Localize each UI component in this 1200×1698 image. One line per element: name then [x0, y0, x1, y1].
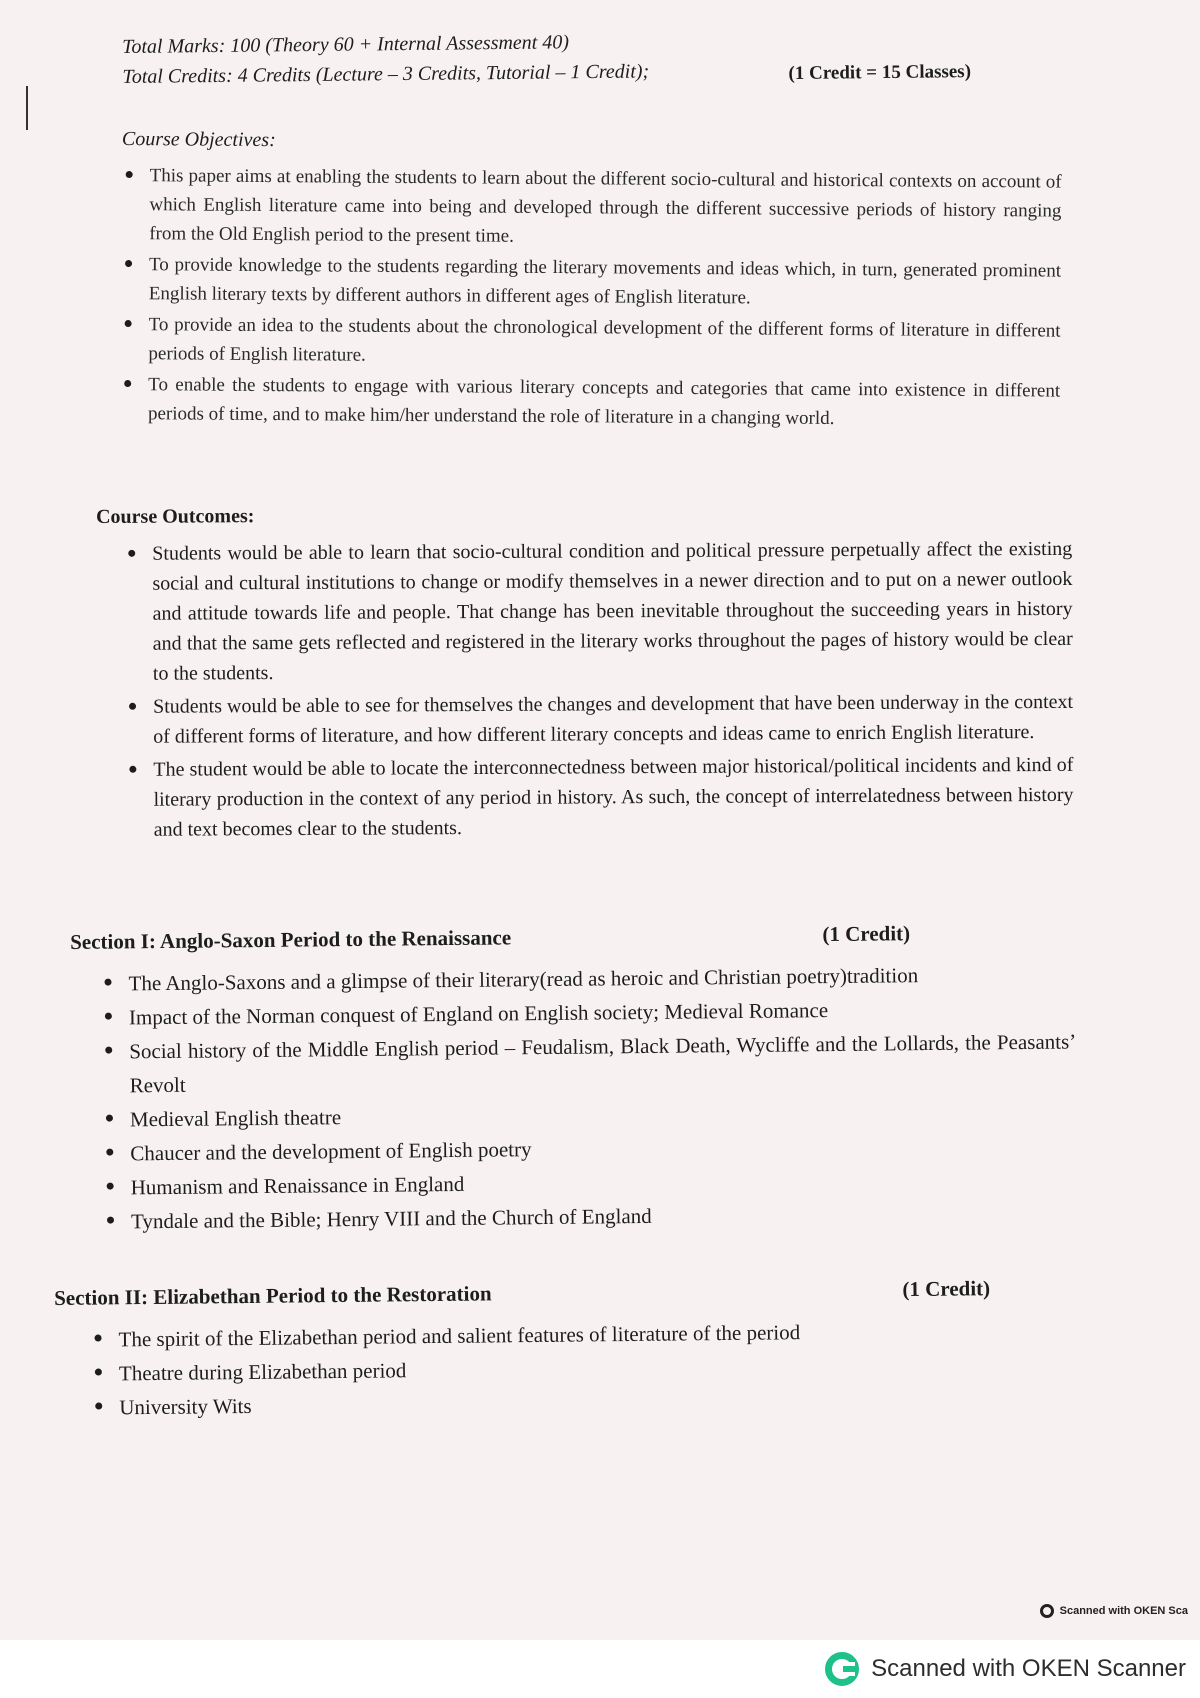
scanner-footer-text: Scanned with OKEN Scanner — [871, 1655, 1186, 1682]
bullet-icon — [107, 1216, 114, 1223]
oken-logo-icon — [1040, 1604, 1054, 1618]
scanner-watermark-text: Scanned with OKEN Sca — [1059, 1605, 1188, 1617]
bullet-icon — [95, 1334, 102, 1341]
bullet-icon — [125, 320, 132, 327]
bullet-icon — [129, 703, 136, 710]
bullet-icon — [124, 380, 131, 387]
bullet-icon — [95, 1368, 102, 1375]
topic-text: The Anglo-Saxons and a glimpse of their literary(read as heroic and Christian poetry)tradition — [128, 963, 919, 996]
topic-text: Medieval English theatre — [129, 1105, 342, 1132]
bullet-icon — [107, 1182, 114, 1189]
topic-text: Humanism and Renaissance in England — [130, 1171, 465, 1200]
bullet-icon — [105, 978, 112, 985]
topic-text: Theatre during Elizabethan period — [118, 1358, 407, 1386]
scanner-watermark — [1040, 1604, 1188, 1618]
objective-text: To enable the students to engage with various literary concepts and categories that came into existence in different periods of time, and to make him/her understand the role of literature in a changing world. — [147, 374, 1061, 429]
bullet-icon — [106, 1114, 113, 1121]
bullet-icon — [129, 766, 136, 773]
outcomes-heading: Course Outcomes: — [96, 505, 255, 528]
bullet-icon — [105, 1012, 112, 1019]
bullet-icon — [126, 171, 133, 178]
course-objectives — [120, 128, 1062, 437]
section-2 — [54, 1276, 1015, 1425]
section-1-credit: (1 Credit) — [822, 921, 911, 947]
outcome-text: Students would be able to learn that socio-cultural condition and political pressure perpetually affect the existing social and cultural institutions to change or modify themselves in a newer direction and to put on a newer outlook and attitude towards life and people. That change has been inevitable throughout the succeeding years in history and that the same gets reflected and registered in the literary works throughout the pages of history would be clear to the students. — [152, 537, 1073, 685]
list-item — [120, 310, 1060, 375]
scanner-brand — [825, 1652, 1186, 1686]
course-header — [122, 21, 1143, 92]
bullet-icon — [125, 260, 132, 267]
section-1-topics — [70, 956, 1078, 1239]
objectives-heading: Course Objectives: — [121, 128, 276, 152]
list-item — [125, 687, 1073, 752]
oken-scanner-logo-icon — [825, 1652, 859, 1686]
objective-text: To provide an idea to the students about the chronological development of the different forms of literature in different periods of English literature. — [148, 314, 1061, 366]
total-credits-line: Total Credits: 4 Credits (Lecture – 3 Credits, Tutorial – 1 Credit); — [122, 60, 650, 88]
list-item — [121, 250, 1061, 315]
list-item — [124, 534, 1073, 689]
bullet-icon — [95, 1402, 102, 1409]
list-item — [121, 161, 1062, 255]
bullet-icon — [105, 1046, 112, 1053]
topic-text: University Wits — [119, 1393, 252, 1420]
margin-pen-mark — [26, 86, 28, 130]
topic-text: The spirit of the Elizabethan period and salient features of literature of the period — [118, 1320, 801, 1352]
outcome-text: Students would be able to see for themselves the changes and development that have been underway in the context of different forms of literature, and how different literary concepts and ideas came to enrich English literature. — [152, 690, 1074, 748]
objective-text: To provide knowledge to the students regarding the literary movements and ideas which, in turn, generated prominent English literary texts by different authors in different ages of English literature. — [148, 254, 1062, 309]
objectives-list — [120, 161, 1062, 435]
bullet-icon — [128, 550, 135, 557]
total-marks-line: Total Marks: 100 (Theory 60 + Internal Assessment 40) — [122, 31, 570, 58]
section-1 — [70, 919, 1078, 1239]
topic-text: Chaucer and the development of English poetry — [130, 1137, 532, 1166]
list-item — [125, 750, 1073, 845]
section-2-heading — [54, 1276, 990, 1311]
topic-text: Impact of the Norman conquest of England on English society; Medieval Romance — [128, 998, 829, 1030]
list-item — [120, 370, 1060, 435]
topic-text: Tyndale and the Bible; Henry VIII and the Church of England — [130, 1203, 652, 1234]
topic-text: Social history of the Middle English period – Feudalism, Black Death, Wycliffe and the Lollards, the Peasants’ Revolt — [129, 1029, 1077, 1098]
outcomes-list — [96, 534, 1074, 845]
section-2-topics — [54, 1313, 1015, 1425]
course-outcomes — [96, 501, 1074, 848]
section-2-title: Section II: Elizabethan Period to the Restoration — [54, 1281, 492, 1310]
scanner-footer — [0, 1640, 1200, 1698]
list-item — [101, 1024, 1077, 1102]
section-1-title: Section I: Anglo-Saxon Period to the Renaissance — [70, 925, 512, 954]
section-1-heading — [70, 921, 910, 955]
credit-note: (1 Credit = 15 Classes) — [788, 61, 972, 85]
bullet-icon — [106, 1148, 113, 1155]
section-2-credit: (1 Credit) — [902, 1276, 991, 1302]
objective-text: This paper aims at enabling the students to learn about the different socio-cultural and historical contexts on account of which English literature came into being and developed through the different successive periods of history ranging from the Old English period to the present time. — [149, 165, 1062, 247]
outcome-text: The student would be able to locate the interconnectedness between major historical/political incidents and kind of literary production in the context of any period in history. As such, the concept of interrelatedness between history and text becomes clear to the students. — [153, 753, 1074, 841]
